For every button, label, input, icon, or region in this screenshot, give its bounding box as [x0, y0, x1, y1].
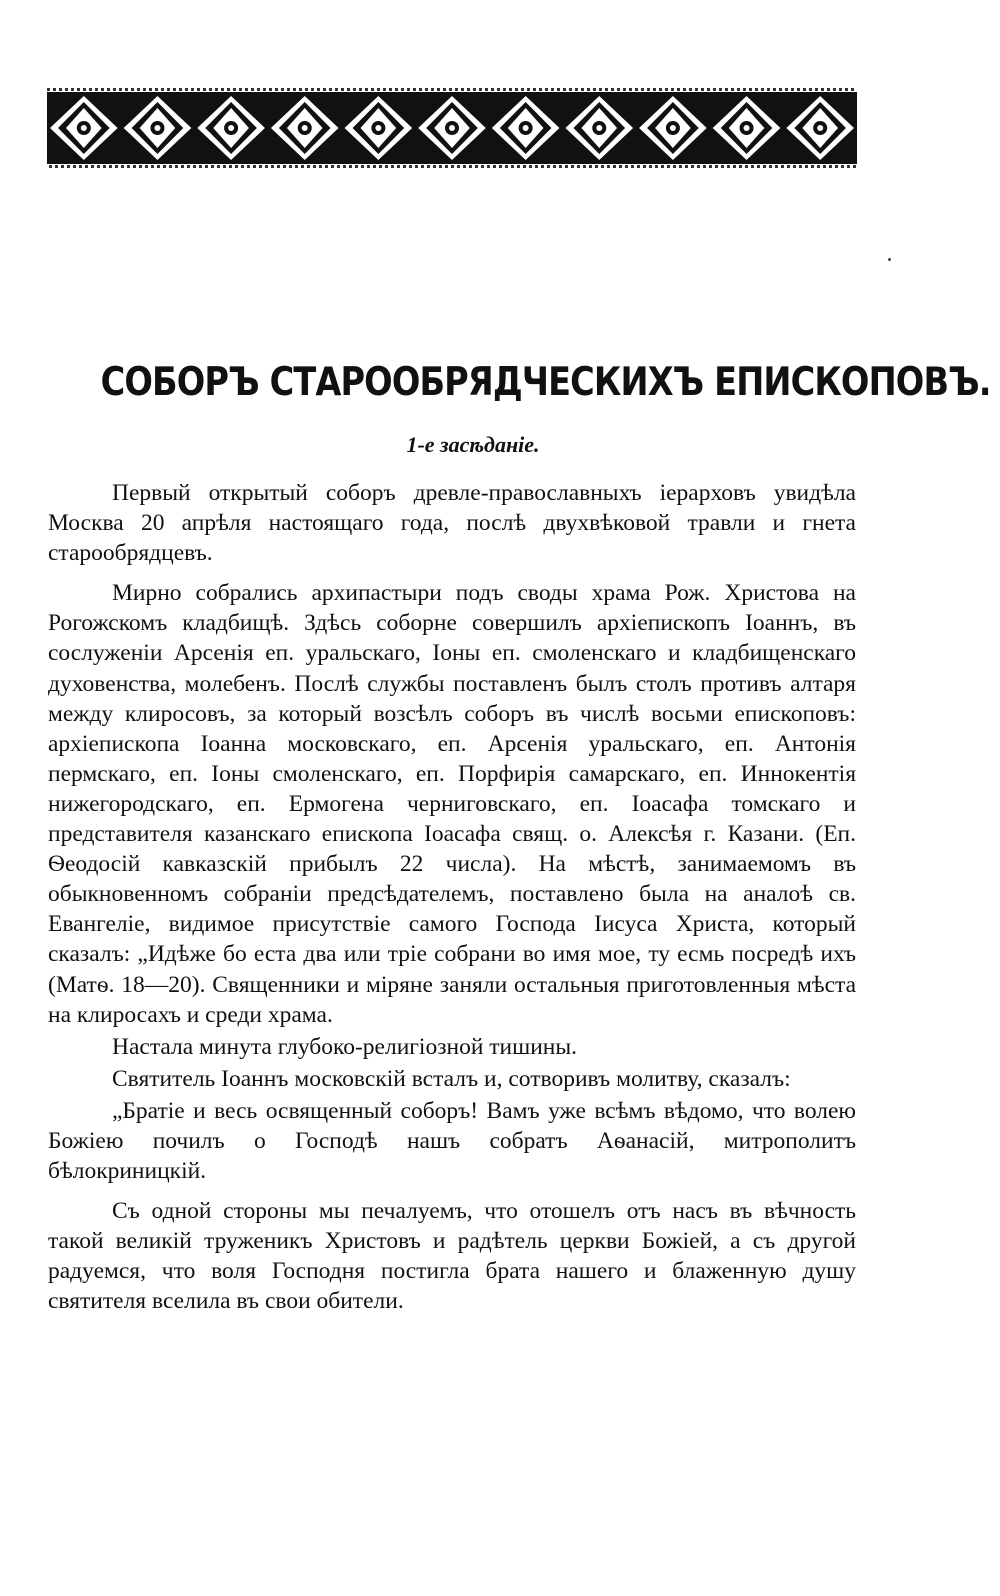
decorative-header-ornament	[47, 88, 857, 168]
paragraph: Съ одной стороны мы печалуемъ, что отошелъ отъ насъ въ вѣчность такой великій труженикъ Христовъ и радѣтель церкви Божіей, а съ другой радуемся, что воля Господня постигла брата нашего и блаженную душу святителя вселила въ свои обители.	[48, 1198, 856, 1315]
session-subtitle: 1-е засѣданіе.	[406, 432, 540, 457]
page-title: СОБОРЪ СТАРООБРЯДЧЕСКИХЪ ЕПИСКОПОВЪ.	[100, 360, 991, 405]
paragraph: Первый открытый соборъ древле-православныхъ іерарховъ увидѣла Москва 20 апрѣля настоящаго года, послѣ двухвѣковой травли и гнета старообрядцевъ.	[48, 480, 856, 567]
paragraph: Святитель Іоаннъ московскій всталъ и, сотворивъ молитву, сказалъ:	[112, 1065, 791, 1092]
paragraph: „Братіе и весь освященный соборъ! Вамъ уже всѣмъ вѣдомо, что волею Божіею почилъ о Господѣ нашъ собратъ Аѳанасій, митрополитъ бѣлокриницкій.	[48, 1097, 856, 1185]
paper-speck	[888, 258, 891, 261]
body-text	[48, 478, 856, 1327]
paragraph: Настала минута глубоко-религіозной тишины.	[112, 1033, 578, 1060]
paragraph: Мирно собрались архипастыри подъ своды храма Рож. Христова на Рогожскомъ кладбищѣ. Здѣсь соборне совершилъ архіепископъ Іоаннъ, въ сослуженіи Арсенія еп. уральскаго, Іоны еп. смоленскаго и кладбищенскаго духовенства, молебенъ. Послѣ службы поставленъ былъ столъ противъ алтаря между клиросовъ, за который возсѣлъ соборъ въ числѣ восьми епископовъ: архіепископа Іоанна московскаго, еп. Арсенія уральскаго, еп. Антонія пермскаго, еп. Іоны смоленскаго, еп. Порфирія самарскаго, еп. Иннокентія нижегородскаго, еп. Ермогена черниговскаго, еп. Іоасафа томскаго и представителя казанскаго епископа Іоасафа свящ. о. Алексѣя г. Казани. (Еп. Ѳеодосій кавказскій прибылъ 22 числа). На мѣстѣ, занимаемомъ въ обыкновенномъ собраніи предсѣдателемъ, поставлено была на аналоѣ св. Евангеліе, видимое присутствіе самого Господа Іисуса Христа, который сказалъ: „Идѣже бо еста два или тріе собрани во имя мое, ту есмь посредѣ ихъ (Матѳ. 18—20). Священники и міряне заняли остальныя приготовленныя мѣста на клиросахъ и среди храма.	[48, 580, 856, 1028]
ornament-band	[47, 88, 857, 168]
